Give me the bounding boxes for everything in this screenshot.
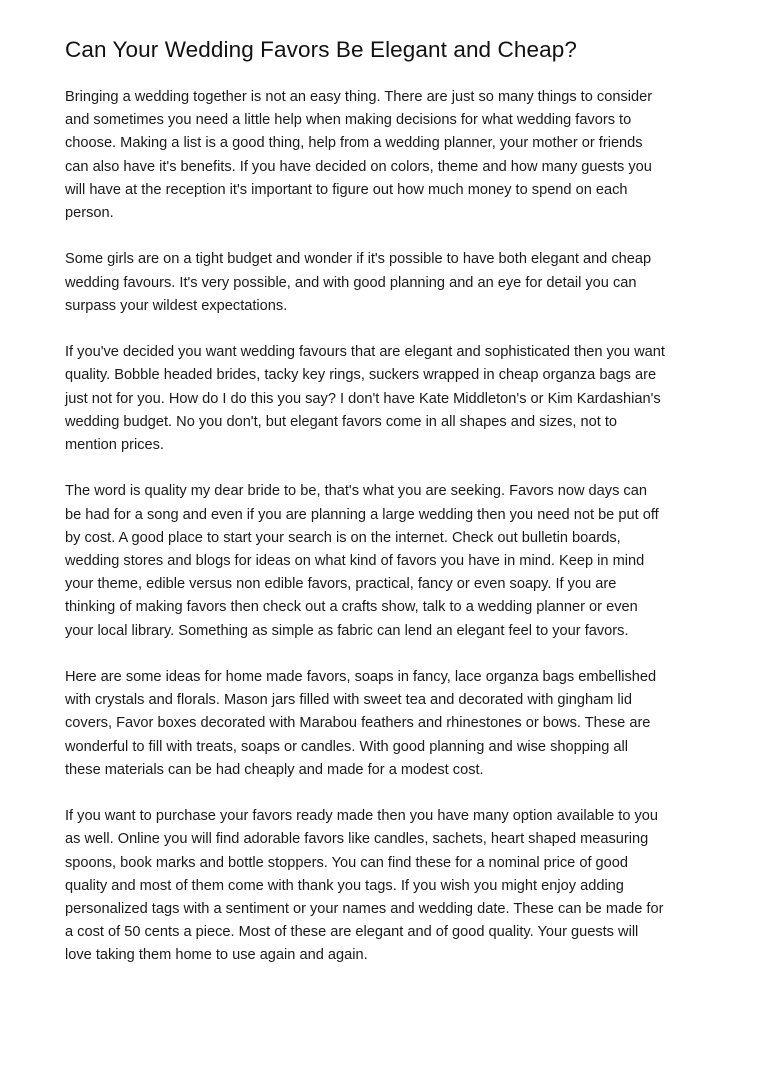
text-line: Bringing a wedding together is not an easy thing. There are just so many things to consider: [65, 89, 653, 105]
text-line: your theme, edible versus non edible favors, practical, fancy or even soapy. If you are: [65, 576, 617, 593]
text-line: wedding budget. No you don't, but elegant favors come in all shapes and sizes, not to: [65, 413, 618, 430]
text-line: person.: [65, 205, 114, 222]
text-line: love taking them home to use again and again.: [65, 947, 368, 964]
text-line: wonderful to fill with treats, soaps or candles. With good planning and wise shopping all: [65, 738, 628, 755]
text-line: choose. Making a list is a good thing, help from a wedding planner, your mother or friends: [65, 135, 643, 152]
document-title: Can Your Wedding Favors Be Elegant and Cheap?: [65, 37, 577, 62]
text-line: and sometimes you need a little help when making decisions for what wedding favors to: [65, 112, 632, 129]
text-line: surpass your wildest expectations.: [65, 297, 288, 314]
text-line: If you've decided you want wedding favours that are elegant and sophisticated then you want: [65, 344, 665, 361]
text-line: mention prices.: [65, 437, 164, 454]
paragraph-1: [65, 86, 708, 225]
text-line: The word is quality my dear bride to be, that's what you are seeking. Favors now days can: [65, 483, 647, 500]
text-line: with crystals and florals. Mason jars filled with sweet tea and decorated with gingham lid: [65, 692, 632, 709]
text-line: will have at the reception it's important to figure out how much money to spend on each: [65, 181, 628, 198]
paragraph-3: [65, 341, 708, 457]
text-line: quality. Bobble headed brides, tacky key rings, suckers wrapped in cheap organza bags are: [65, 367, 657, 384]
text-line: be had for a song and even if you are planning a large wedding then you need not be put off: [65, 506, 659, 523]
text-line: wedding favours. It's very possible, and with good planning and an eye for detail you can: [65, 274, 637, 291]
paragraph-5: [65, 666, 708, 782]
text-line: as well. Online you will find adorable favors like candles, sachets, heart shaped measuring: [65, 831, 649, 848]
text-line: by cost. A good place to start your search is on the internet. Check out bulletin boards,: [65, 529, 621, 546]
text-line: wedding stores and blogs for ideas on what kind of favors you have in mind. Keep in mind: [65, 553, 645, 570]
text-line: your local library. Something as simple as fabric can lend an elegant feel to your favors.: [65, 622, 629, 639]
text-line: thinking of making favors then check out a crafts show, talk to a wedding planner or even: [65, 599, 638, 616]
paragraph-6: [65, 805, 708, 967]
text-line: Here are some ideas for home made favors, soaps in fancy, lace organza bags embellished: [65, 669, 657, 686]
paragraph-4: [65, 480, 708, 642]
text-line: spoons, book marks and bottle stoppers. You can find these for a nominal price of good: [65, 854, 629, 871]
text-line: a cost of 50 cents a piece. Most of these are elegant and of good quality. Your guests will: [65, 924, 639, 941]
text-line: covers, Favor boxes decorated with Marabou feathers and rhinestones or bows. These are: [65, 715, 651, 732]
paragraph-2: [65, 248, 708, 318]
text-line: can also have it's benefits. If you have decided on colors, theme and how many guests you: [65, 158, 652, 175]
text-line: these materials can be had cheaply and made for a modest cost.: [65, 761, 484, 778]
text-line: quality and most of them come with thank you tags. If you wish you might enjoy adding: [65, 877, 624, 894]
text-line: just not for you. How do I do this you say? I don't have Kate Middleton's or Kim Kardashian's: [65, 390, 661, 407]
text-line: Some girls are on a tight budget and wonder if it's possible to have both elegant and cheap: [65, 251, 652, 268]
text-line: personalized tags with a sentiment or your names and wedding date. These can be made for: [65, 901, 664, 918]
text-line: If you want to purchase your favors ready made then you have many option available to you: [65, 808, 659, 825]
